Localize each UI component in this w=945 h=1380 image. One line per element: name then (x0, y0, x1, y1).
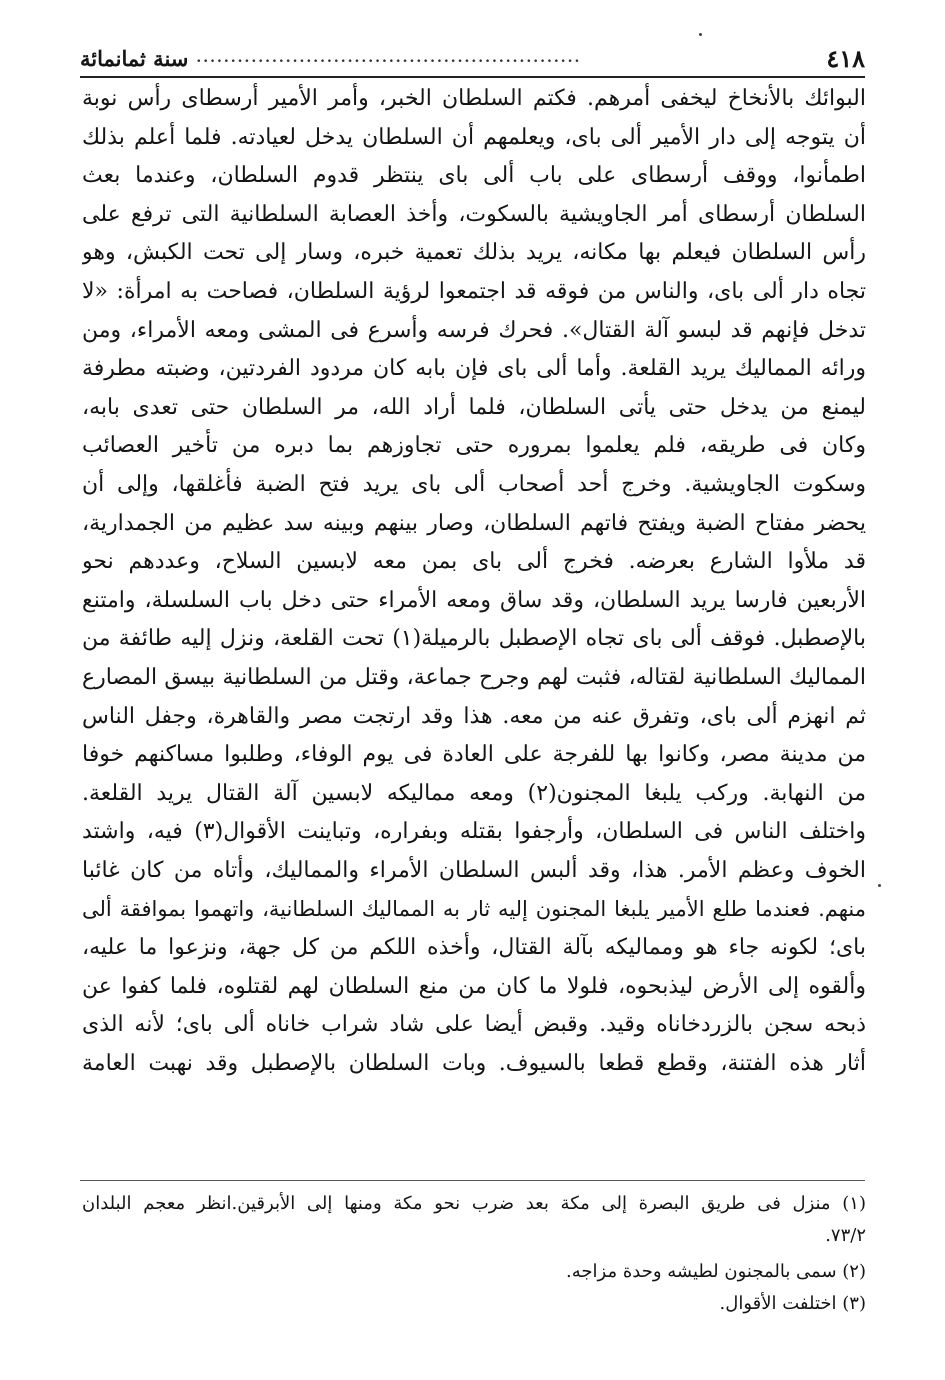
page-number: ٤١٨ (826, 43, 865, 73)
text-line: السلطان أرسطاى أمر الجاويشية بالسكوت، وأخذ العصابة السلطانية التى ترفع على (82, 201, 866, 227)
text-line: من مدينة مصر، وكانوا بها للفرجة على العادة فى يوم الوفاء، وطلبوا مساكنهم خوفا (82, 742, 866, 768)
scan-speck (699, 33, 702, 36)
text-line: ذبحه سجن بالزردخاناه وقيد. وقبض أيضا على شاد شراب خاناه ألى باى؛ لأنه الذى (82, 1012, 866, 1038)
text-line: بالإصطبل. فوقف ألى باى تجاه الإصطبل بالرميلة(١) تحت القلعة، ونزل إليه طائفة من (82, 626, 866, 652)
text-line: وسكوت الجاويشية. وخرج أحد أصحاب ألى باى يريد فتح الضبة فأغلقها، وإلى أن (82, 471, 866, 497)
text-line: وكان فى طريقه، فلم يعلموا بمروره حتى تجاوزهم بما دبره من تأخير العصائب (82, 433, 866, 459)
running-title: سنة ثمانمائة (80, 45, 189, 71)
footnote-1-continuation: ٧٣/٢. (825, 1225, 866, 1246)
footnote-1: (١) منزل فى طريق البصرة إلى مكة بعد ضرب نحو مكة ومنها إلى الأبرقين.انظر معجم البلدان (82, 1193, 866, 1214)
text-line: ورائه المماليك يريد القلعة. وأما ألى باى فإن بابه كان مردود الفردتين، وضبته مطرفة (82, 356, 866, 382)
footnote-2: (٢) سمى بالمجنون لطيشه وحدة مزاجه. (566, 1261, 866, 1282)
text-line: البوائك بالأنخاخ ليخفى أمرهم. فكتم السلطان الخبر، وأمر الأمير أرسطاى رأس نوبة (82, 86, 866, 111)
text-line: منهم. فعندما طلع الأمير يلبغا المجنون إليه ثار به المماليك السلطانية، واتهموا بموافقة ألى (82, 897, 866, 922)
text-line: قد ملأوا الشارع بعرضه. فخرج ألى باى بمن معه لابسين السلاح، وعددهم نحو (82, 549, 866, 575)
text-line: رأس السلطان فيعلم بها مكانه، يريد بذلك تعمية خبره، وسار إلى تحت الكبش، وهو (82, 240, 866, 266)
scan-speck (878, 884, 881, 887)
text-line: تجاه دار ألى باى، والناس من فوقه قد اجتمعوا لرؤية السلطان، فصاحت به امرأة: «لا (82, 278, 866, 304)
text-line: أن يتوجه إلى دار الأمير ألى باى، ويعلمهم أن السلطان يدخل لعيادته. فلما أعلم بذلك (82, 124, 866, 150)
text-line: باى؛ لكونه جاء هو ومماليكه بآلة القتال، وأخذه اللكم من كل جهة، ونزعوا ما عليه، (82, 935, 866, 961)
main-text (82, 80, 866, 1083)
text-line: أثار هذه الفتنة، وقطع قطعا بالسيوف. وبات السلطان بالإصطبل وقد نهبت العامة (82, 1050, 866, 1076)
footnote-divider (80, 1180, 865, 1181)
text-line: واختلف الناس فى السلطان، وأرجفوا بقتله وبفراره، وتباينت الأقوال(٣) فيه، واشتد (82, 819, 866, 845)
text-line: تدخل فإنهم قد لبسو آلة القتال». فحرك فرسه وأسرع فى المشى ومعه الأمراء، ومن (82, 317, 866, 343)
footnotes (82, 1188, 866, 1320)
text-line: الأربعين فارسا يريد السلطان، وقد ساق ومعه الأمراء حتى دخل باب السلسلة، وامتنع (82, 587, 866, 613)
text-line: يحضر مفتاح الضبة ويفتح فاتهم السلطان، وصار بينهم وبينه سد عظيم من الجمدارية، (82, 510, 866, 536)
running-title-group (80, 46, 581, 71)
text-line: اطمأنوا، ووقف أرسطاى على باب ألى باى ينتظر قدوم السلطان، وعندما بعث (82, 163, 866, 189)
text-line: الخوف وعظم الأمر. هذا، وقد ألبس السلطان الأمراء والمماليك، وأتاه من كان غائبا (82, 857, 866, 883)
text-line: وألقوه إلى الأرض ليذبحوه، فلولا ما كان من منع السلطان لهم لقتلوه، فلما كفوا عن (82, 973, 866, 999)
leader-dots: ........................................................ (196, 50, 582, 66)
text-line: المماليك السلطانية لقتاله، فثبت لهم وجرح جماعة، وقتل من السلطانية بيسق المصارع (82, 664, 866, 690)
text-line: ليمنع من يدخل حتى يأتى السلطان، فلما أراد الله، مر السلطان حتى تعدى بابه، (82, 394, 866, 420)
text-line: من النهابة. وركب يلبغا المجنون(٢) ومعه مماليكه لابسين آلة القتال يريد القلعة. (82, 780, 866, 806)
running-header (80, 40, 865, 78)
text-line: ثم انهزم ألى باى، وتفرق عنه من معه. هذا وقد ارتجت مصر والقاهرة، وجفل الناس (82, 703, 866, 729)
footnote-3: (٣) اختلفت الأقوال. (719, 1293, 866, 1314)
